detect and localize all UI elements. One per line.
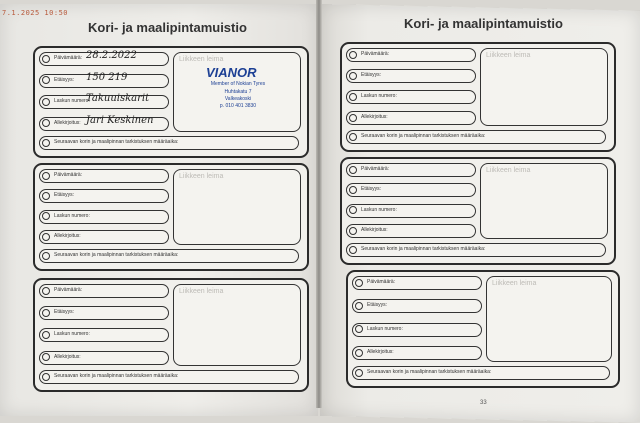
handwritten-date: 28.2.2022	[86, 50, 137, 61]
notes-box[interactable]	[480, 163, 608, 239]
field-label-invoice: Laskun numero:	[361, 206, 397, 213]
field-label-date: Päivämäärä:	[54, 287, 83, 293]
field-signature[interactable]	[39, 114, 169, 131]
right-card-3	[346, 270, 620, 388]
field-label-mileage: Etäisyys:	[367, 302, 388, 309]
field-date[interactable]	[39, 284, 169, 298]
field-label-invoice: Laskun numero:	[361, 93, 397, 100]
field-mileage[interactable]	[352, 299, 482, 313]
field-invoice[interactable]	[39, 95, 169, 109]
field-signature[interactable]	[352, 346, 482, 360]
checkbox-circle-icon[interactable]	[349, 166, 357, 174]
field-label-invoice: Laskun numero:	[54, 98, 90, 105]
field-invoice[interactable]	[352, 323, 482, 337]
checkbox-circle-icon[interactable]	[349, 227, 357, 235]
field-label-date: Päivämäärä:	[367, 279, 396, 285]
checkbox-circle-icon[interactable]	[42, 252, 50, 260]
field-label-mileage: Etäisyys:	[54, 309, 75, 316]
field-label-mileage: Etäisyys:	[54, 76, 75, 83]
checkbox-circle-icon[interactable]	[42, 172, 50, 180]
field-label-invoice: Laskun numero:	[54, 212, 90, 219]
checkbox-circle-icon[interactable]	[42, 139, 50, 147]
field-label-signature: Allekirjoitus:	[361, 227, 388, 234]
notes-box[interactable]	[486, 276, 612, 362]
right-card-1	[340, 42, 616, 152]
checkbox-circle-icon[interactable]	[42, 353, 50, 361]
field-label-date: Päivämäärä:	[54, 172, 83, 178]
field-signature[interactable]	[39, 230, 169, 244]
checkbox-circle-icon[interactable]	[349, 72, 357, 80]
checkbox-circle-icon[interactable]	[355, 369, 363, 377]
vianor-logo: VIANOR	[206, 65, 257, 80]
checkbox-circle-icon[interactable]	[355, 279, 363, 287]
checkbox-circle-icon[interactable]	[349, 186, 357, 194]
stamp-address: Huhtakatu 7	[224, 89, 252, 95]
checkbox-circle-icon[interactable]	[42, 287, 50, 295]
field-signature[interactable]	[346, 224, 476, 238]
field-date[interactable]	[346, 48, 476, 62]
checkbox-circle-icon[interactable]	[355, 302, 363, 310]
field-mileage[interactable]	[39, 306, 169, 320]
field-label-signature: Allekirjoitus:	[54, 233, 81, 240]
field-label-date: Päivämäärä:	[361, 51, 390, 57]
notes-label: Liikkeen leima	[179, 173, 224, 180]
handwritten-signature: Jari Keskinen	[86, 114, 154, 126]
field-date[interactable]	[39, 169, 169, 183]
left-page-title: Kori- ja maalipintamuistio	[88, 20, 247, 35]
field-label-mileage: Etäisyys:	[361, 186, 382, 193]
left-card-3	[33, 278, 309, 392]
notes-label: Liikkeen leima	[179, 56, 224, 63]
field-date[interactable]	[352, 276, 482, 290]
checkbox-circle-icon[interactable]	[42, 98, 50, 106]
notes-box[interactable]	[480, 48, 608, 126]
field-label-date: Päivämäärä:	[361, 166, 390, 172]
checkbox-circle-icon[interactable]	[349, 93, 357, 101]
field-signature[interactable]	[346, 111, 476, 125]
left-card-1	[33, 46, 309, 158]
field-mileage[interactable]	[346, 69, 476, 83]
field-mileage[interactable]	[346, 183, 476, 197]
book-fold	[316, 0, 322, 408]
checkbox-circle-icon[interactable]	[42, 76, 50, 84]
field-label-next-check: Seuraavan korin ja maalipinnan tarkistuksen määräaika:	[54, 139, 179, 145]
right-card-2	[340, 157, 616, 265]
handwritten-mileage: 150 219	[86, 71, 128, 83]
stamp-city: Valkeakoski	[224, 96, 252, 102]
checkbox-circle-icon[interactable]	[349, 114, 357, 122]
field-label-invoice: Laskun numero:	[54, 331, 90, 338]
field-label-signature: Allekirjoitus:	[367, 349, 394, 356]
notes-box[interactable]	[173, 169, 301, 245]
field-label-next-check: Seuraavan korin ja maalipinnan tarkistuksen määräaika:	[361, 133, 486, 139]
field-label-date: Päivämäärä:	[54, 55, 83, 61]
field-date[interactable]	[39, 52, 169, 66]
field-next-check[interactable]	[39, 136, 299, 150]
field-label-next-check: Seuraavan korin ja maalipinnan tarkistuksen määräaika:	[54, 252, 179, 258]
field-date[interactable]	[346, 163, 476, 177]
field-invoice[interactable]	[346, 204, 476, 218]
field-label-signature: Allekirjoitus:	[361, 114, 388, 121]
left-card-2	[33, 163, 309, 271]
checkbox-circle-icon[interactable]	[42, 233, 50, 241]
field-mileage[interactable]	[39, 189, 169, 203]
checkbox-circle-icon[interactable]	[349, 133, 357, 141]
checkbox-circle-icon[interactable]	[355, 325, 363, 333]
checkbox-circle-icon[interactable]	[349, 206, 357, 214]
stamp-phone: p. 010 401 3830	[219, 103, 257, 109]
checkbox-circle-icon[interactable]	[42, 212, 50, 220]
notes-label: Liikkeen leima	[486, 52, 531, 59]
notes-label: Liikkeen leima	[179, 288, 224, 295]
checkbox-circle-icon[interactable]	[349, 51, 357, 59]
notes-label: Liikkeen leima	[492, 280, 537, 287]
field-label-next-check: Seuraavan korin ja maalipinnan tarkistuksen määräaika:	[54, 373, 179, 379]
notes-box[interactable]	[173, 284, 301, 366]
checkbox-circle-icon[interactable]	[42, 331, 50, 339]
field-invoice[interactable]	[39, 210, 169, 224]
handwritten-invoice: Takuuiskarit	[86, 93, 150, 105]
checkbox-circle-icon[interactable]	[42, 55, 50, 63]
field-next-check[interactable]	[352, 366, 610, 380]
field-signature[interactable]	[39, 351, 169, 365]
field-label-mileage: Etäisyys:	[54, 192, 75, 199]
notes-label: Liikkeen leima	[486, 167, 531, 174]
field-mileage[interactable]	[39, 71, 169, 88]
checkbox-circle-icon[interactable]	[42, 309, 50, 317]
field-next-check[interactable]	[346, 130, 606, 144]
checkbox-circle-icon[interactable]	[42, 192, 50, 200]
field-next-check[interactable]	[39, 370, 299, 384]
field-next-check[interactable]	[346, 243, 606, 257]
field-label-next-check: Seuraavan korin ja maalipinnan tarkistuksen määräaika:	[367, 369, 492, 375]
page-number: 33	[480, 400, 487, 406]
field-label-signature: Allekirjoitus:	[54, 119, 81, 126]
stamp-tagline: Member of Nokian Tyres	[210, 81, 266, 87]
field-label-mileage: Etäisyys:	[361, 72, 382, 79]
field-invoice[interactable]	[39, 328, 169, 342]
field-label-next-check: Seuraavan korin ja maalipinnan tarkistuksen määräaika:	[361, 246, 486, 252]
field-invoice[interactable]	[346, 90, 476, 104]
checkbox-circle-icon[interactable]	[349, 246, 357, 254]
checkbox-circle-icon[interactable]	[42, 119, 50, 127]
field-next-check[interactable]	[39, 249, 299, 263]
photo-date-stamp: 7.1.2025 10:50	[2, 9, 69, 17]
checkbox-circle-icon[interactable]	[355, 349, 363, 357]
right-page-title: Kori- ja maalipintamuistio	[404, 16, 563, 31]
checkbox-circle-icon[interactable]	[42, 373, 50, 381]
notes-box[interactable]	[173, 52, 301, 132]
field-label-signature: Allekirjoitus:	[54, 353, 81, 360]
field-label-invoice: Laskun numero:	[367, 325, 403, 332]
